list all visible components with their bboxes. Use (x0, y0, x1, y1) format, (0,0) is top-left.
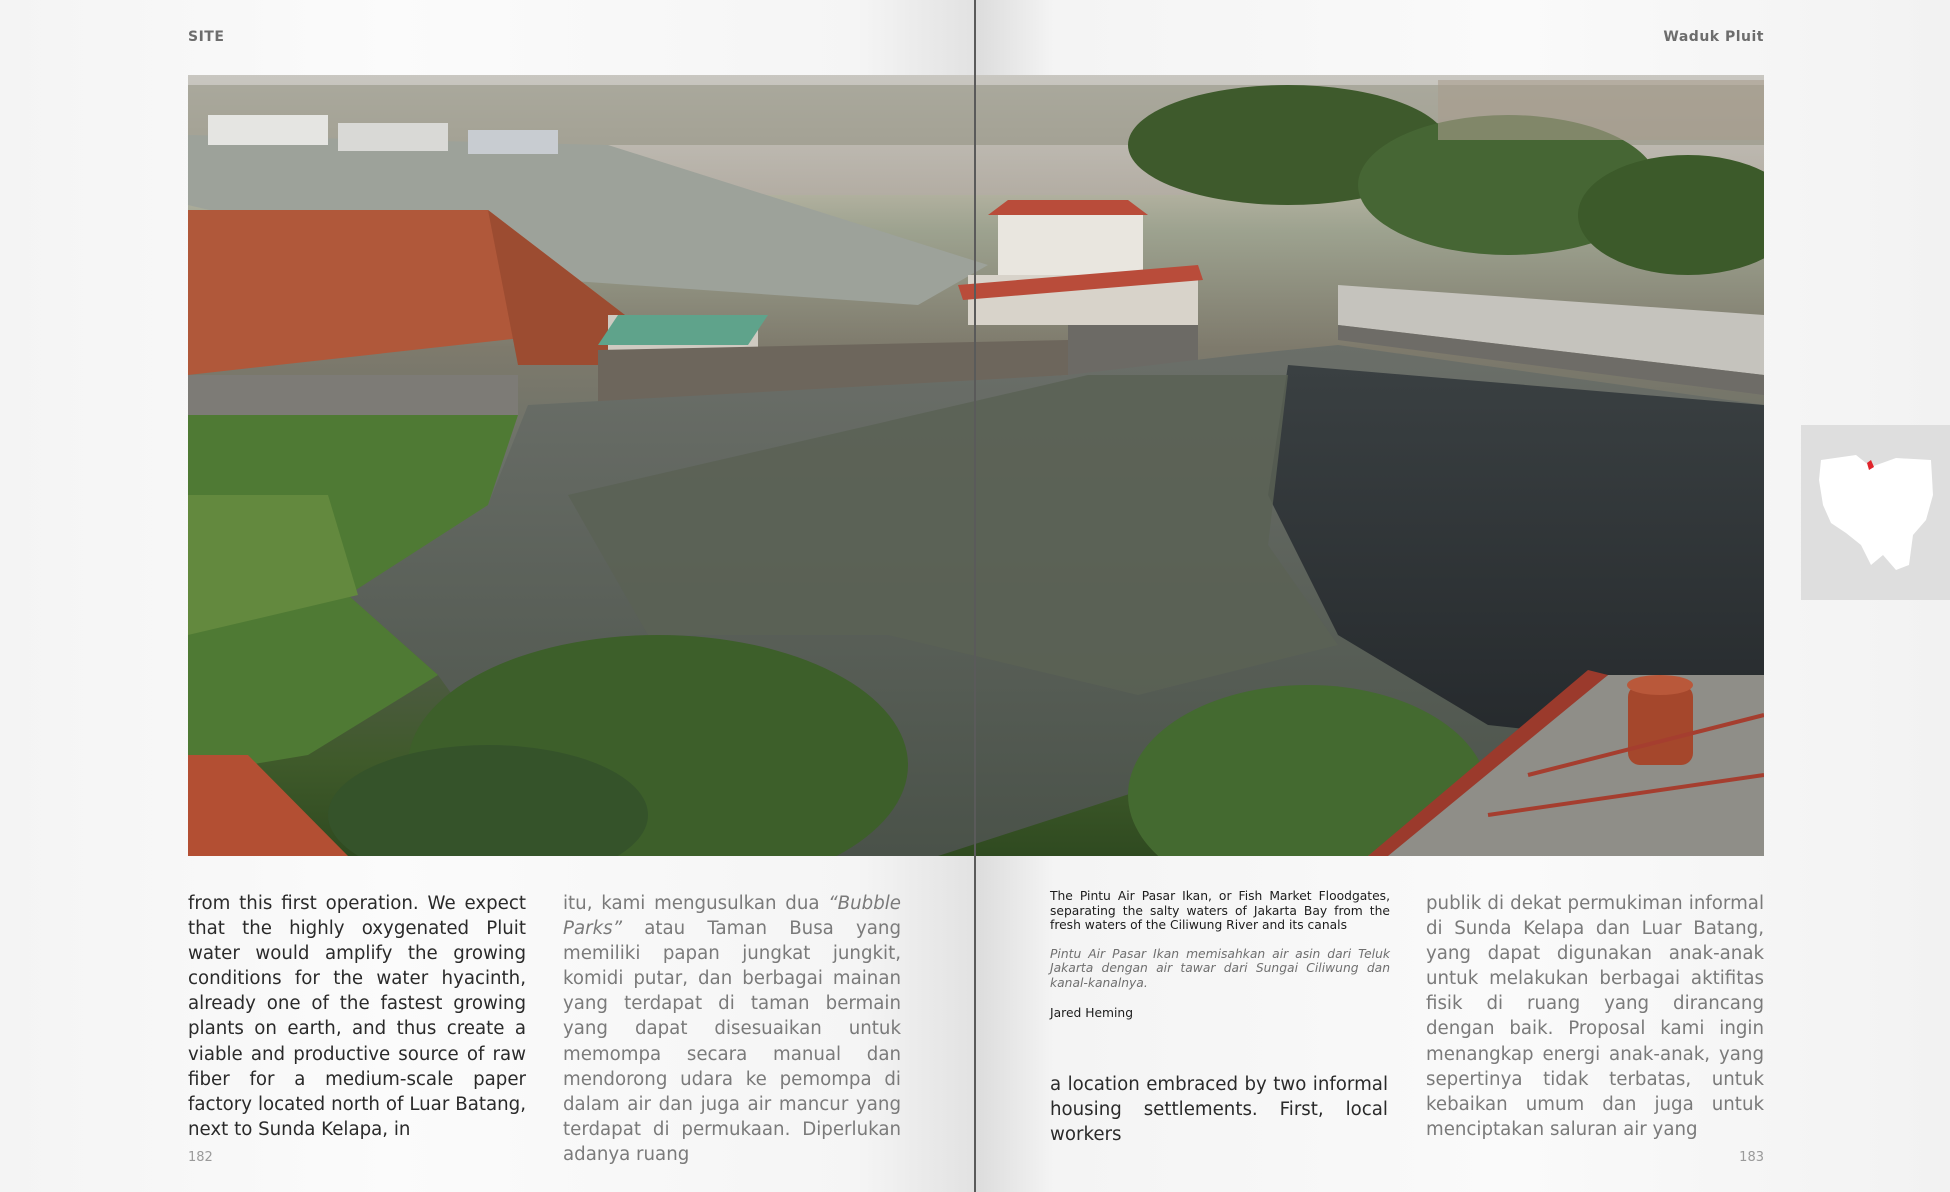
caption-english: The Pintu Air Pasar Ikan, or Fish Market Floodgates, separating the salty waters of Jakarta Bay from the fresh waters of the Ciliwung River and its canals (1050, 889, 1390, 932)
body-text-indonesian-1-lead: itu, kami mengusulkan dua (563, 893, 829, 914)
body-text-indonesian-1-rest: atau Taman Busa yang memiliki papan jungkat jungkit, komidi putar, dan berbagai mainan yang terdapat di taman bermain yang dapat disesuaikan untuk memompa secara manual dan mendorong udara ke pemompa di dalam air dan juga air mancur yang terdapat di permukaan. Diperlukan adanya ruang (563, 918, 901, 1165)
floodgate-photo (188, 75, 1764, 856)
photo-credit: Jared Heming (1050, 1006, 1134, 1020)
body-column-1 (188, 891, 526, 1142)
locator-map-tab (1801, 425, 1950, 600)
section-header: SITE (188, 29, 225, 45)
page-number-right: 183 (1739, 1150, 1764, 1165)
body-column-2 (563, 891, 901, 1167)
bubble-parks-term: “Bubble Parks” (563, 893, 901, 940)
body-text-indonesian-1 (563, 891, 901, 1167)
body-text-indonesian-2: publik di dekat permukiman informal di Sunda Kelapa dan Luar Batang, yang dapat digunakan anak-anak untuk melakukan berbagai aktifitas fisik di ruang yang dirancang dengan baik. Proposal kami ingin menangkap energi anak-anak, yang sepertinya tidak terbatas, untuk kebaikan umum dan juga untuk menciptakan saluran air yang (1426, 893, 1764, 1140)
page-number-left: 182 (188, 1150, 213, 1165)
caption-indonesian: Pintu Air Pasar Ikan memisahkan air asin dari Teluk Jakarta dengan air tawar dari Sungai Ciliwung dan kanal-kanalnya. (1050, 946, 1390, 990)
body-column-3 (1050, 1072, 1388, 1147)
body-text-english-1: from this first operation. We expect that the highly oxygenated Pluit water would amplify the growing conditions for the water hyacinth, already one of the fastest growing plants on earth, and thus create a viable and productive source of raw fiber for a medium-scale paper factory located north of Luar Batang, next to Sunda Kelapa, in (188, 893, 526, 1140)
photo-floodgates-image (188, 75, 1764, 856)
book-spine (974, 0, 976, 1192)
photo-caption (1050, 889, 1390, 1020)
body-column-4 (1426, 891, 1764, 1142)
jakarta-locator-map-icon (1801, 425, 1950, 600)
body-text-english-2: a location embraced by two informal housing settlements. First, local workers (1050, 1074, 1388, 1146)
chapter-header: Waduk Pluit (1663, 29, 1764, 45)
